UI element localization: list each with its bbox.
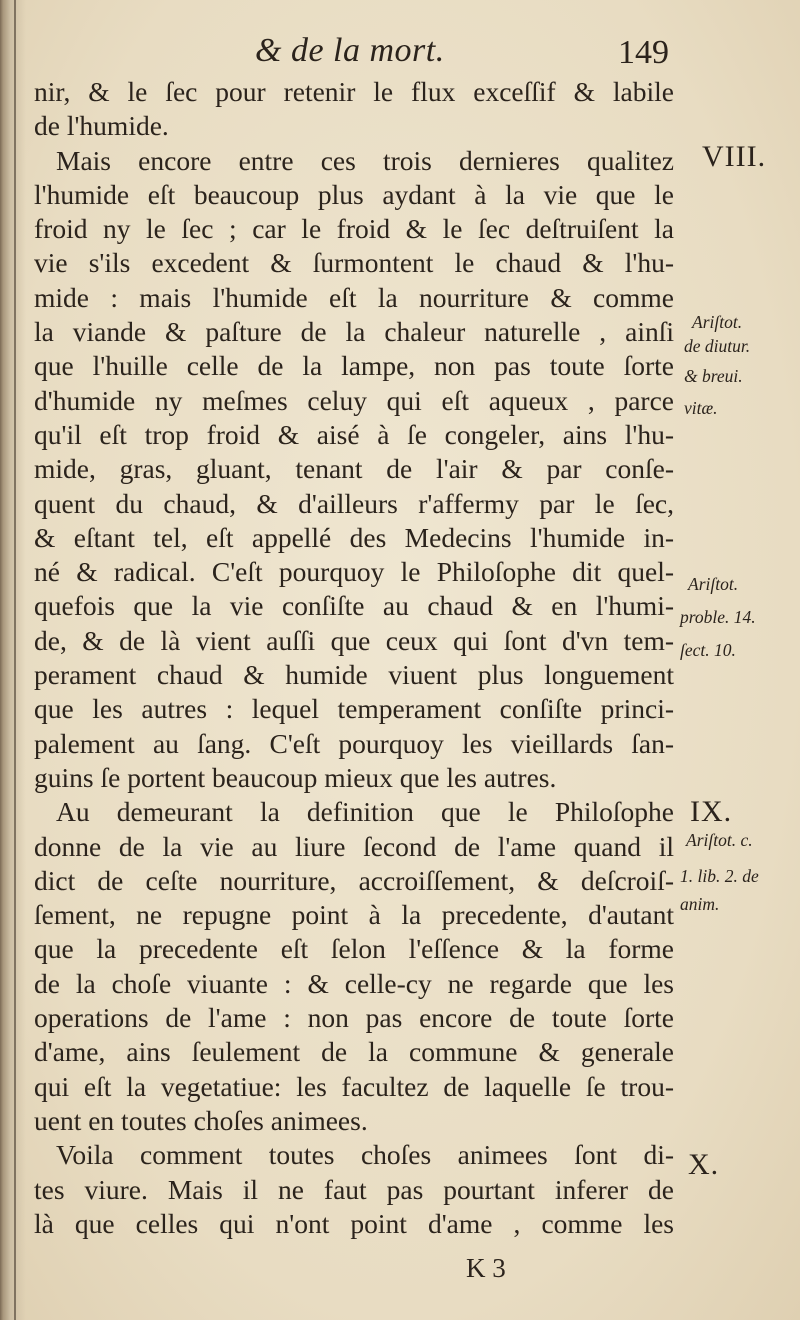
text-line: de l'humide. xyxy=(34,110,169,142)
running-title: & de la mort. xyxy=(255,32,445,69)
margin-note: ſect. 10. xyxy=(680,640,736,660)
main-text xyxy=(34,75,674,1241)
text-line: guins ſe portent beaucoup mieux que les autres. xyxy=(34,761,557,793)
text-line: quefois que la vie conſiſte au chaud & en l'humi- xyxy=(34,590,674,622)
text-line: ſement, ne repugne point à la precedente, d'autant xyxy=(34,899,674,931)
text-line: nir, & le ſec pour retenir le flux exceſſif & labile xyxy=(34,76,674,107)
book-gutter xyxy=(0,0,26,1320)
text-line: mide : mais l'humide eſt la nourriture & comme xyxy=(34,281,674,313)
text-line: vie s'ils excedent & ſurmontent le chaud & l'hu- xyxy=(34,247,674,279)
section-numeral: IX. xyxy=(690,795,733,828)
text-line: que la precedente eſt ſelon l'eſſence & la forme xyxy=(34,933,674,965)
page-header xyxy=(0,28,800,78)
text-line: que l'huille celle de la lampe, non pas toute ſorte xyxy=(34,350,674,382)
text-line: palement au ſang. C'eſt pourquoy les vieillards ſan- xyxy=(34,727,674,759)
margin-note: Ariſtot. c. xyxy=(686,830,753,850)
text-line: donne de la vie au liure ſecond de l'ame quand il xyxy=(34,830,674,862)
text-line: uent en toutes choſes animees. xyxy=(34,1104,368,1136)
signature-mark: K 3 xyxy=(466,1253,506,1283)
margin-note: de diutur. xyxy=(684,336,751,356)
text-line: perament chaud & humide viuent plus longuement xyxy=(34,659,674,691)
text-line: la viande & paſture de la chaleur naturelle , ainſi xyxy=(34,316,674,348)
margin-note: anim. xyxy=(680,894,720,914)
text-line: tes viure. Mais il ne faut pas pourtant inferer de xyxy=(34,1173,674,1205)
margin-note: vitæ. xyxy=(684,398,718,418)
text-line: operations de l'ame : non pas encore de toute ſorte xyxy=(34,1002,674,1034)
text-line: là que celles qui n'ont point d'ame , comme les xyxy=(34,1207,674,1239)
text-line: qui eſt la vegetatiue: les facultez de laquelle ſe trou- xyxy=(34,1070,674,1102)
text-line: Mais encore entre ces trois dernieres qualitez xyxy=(56,144,674,176)
margin-note: 1. lib. 2. de xyxy=(680,866,759,886)
text-line: Au demeurant la definition que le Philoſophe xyxy=(56,796,674,828)
text-line: l'humide eſt beaucoup plus aydant à la vie que le xyxy=(34,178,674,210)
text-line: Voila comment toutes choſes animees ſont di- xyxy=(56,1139,674,1171)
text-line: de, & de là vient auſſi que ceux qui ſont d'vn tem- xyxy=(34,624,674,656)
text-line: de la choſe viuante : & celle-cy ne regarde que les xyxy=(34,967,674,999)
text-line: & eſtant tel, eſt appellé des Medecins l'humide in- xyxy=(34,521,674,553)
text-line: mide, gras, gluant, tenant de l'air & par conſe- xyxy=(34,453,674,485)
text-line: que les autres : lequel temperament conſiſte princi- xyxy=(34,693,674,725)
text-line: dict de ceſte nourriture, accroiſſement, & deſcroiſ- xyxy=(34,864,674,896)
text-line: d'ame, ains ſeulement de la commune & generale xyxy=(34,1036,674,1068)
text-line: quent du chaud, & d'ailleurs r'affermy par le ſec, xyxy=(34,487,674,519)
text-line: qu'il eſt trop froid & aisé à ſe congeler, ains l'hu- xyxy=(34,418,674,450)
section-numeral: X. xyxy=(688,1148,720,1181)
binding-edge xyxy=(14,0,16,1320)
page-number: 149 xyxy=(618,34,669,71)
section-numeral: VIII. xyxy=(702,140,767,173)
margin-note: proble. 14. xyxy=(680,607,756,627)
text-line: froid ny le ſec ; car le froid & le ſec deſtruiſent la xyxy=(34,213,674,245)
margin-note: Ariſtot. xyxy=(688,574,739,594)
margin-note: Ariſtot. xyxy=(692,312,743,332)
text-line: né & radical. C'eſt pourquoy le Philoſophe dit quel- xyxy=(34,556,674,588)
text-line: d'humide ny meſmes celuy qui eſt aqueux , parce xyxy=(34,384,674,416)
margin-note: & breui. xyxy=(684,366,743,386)
